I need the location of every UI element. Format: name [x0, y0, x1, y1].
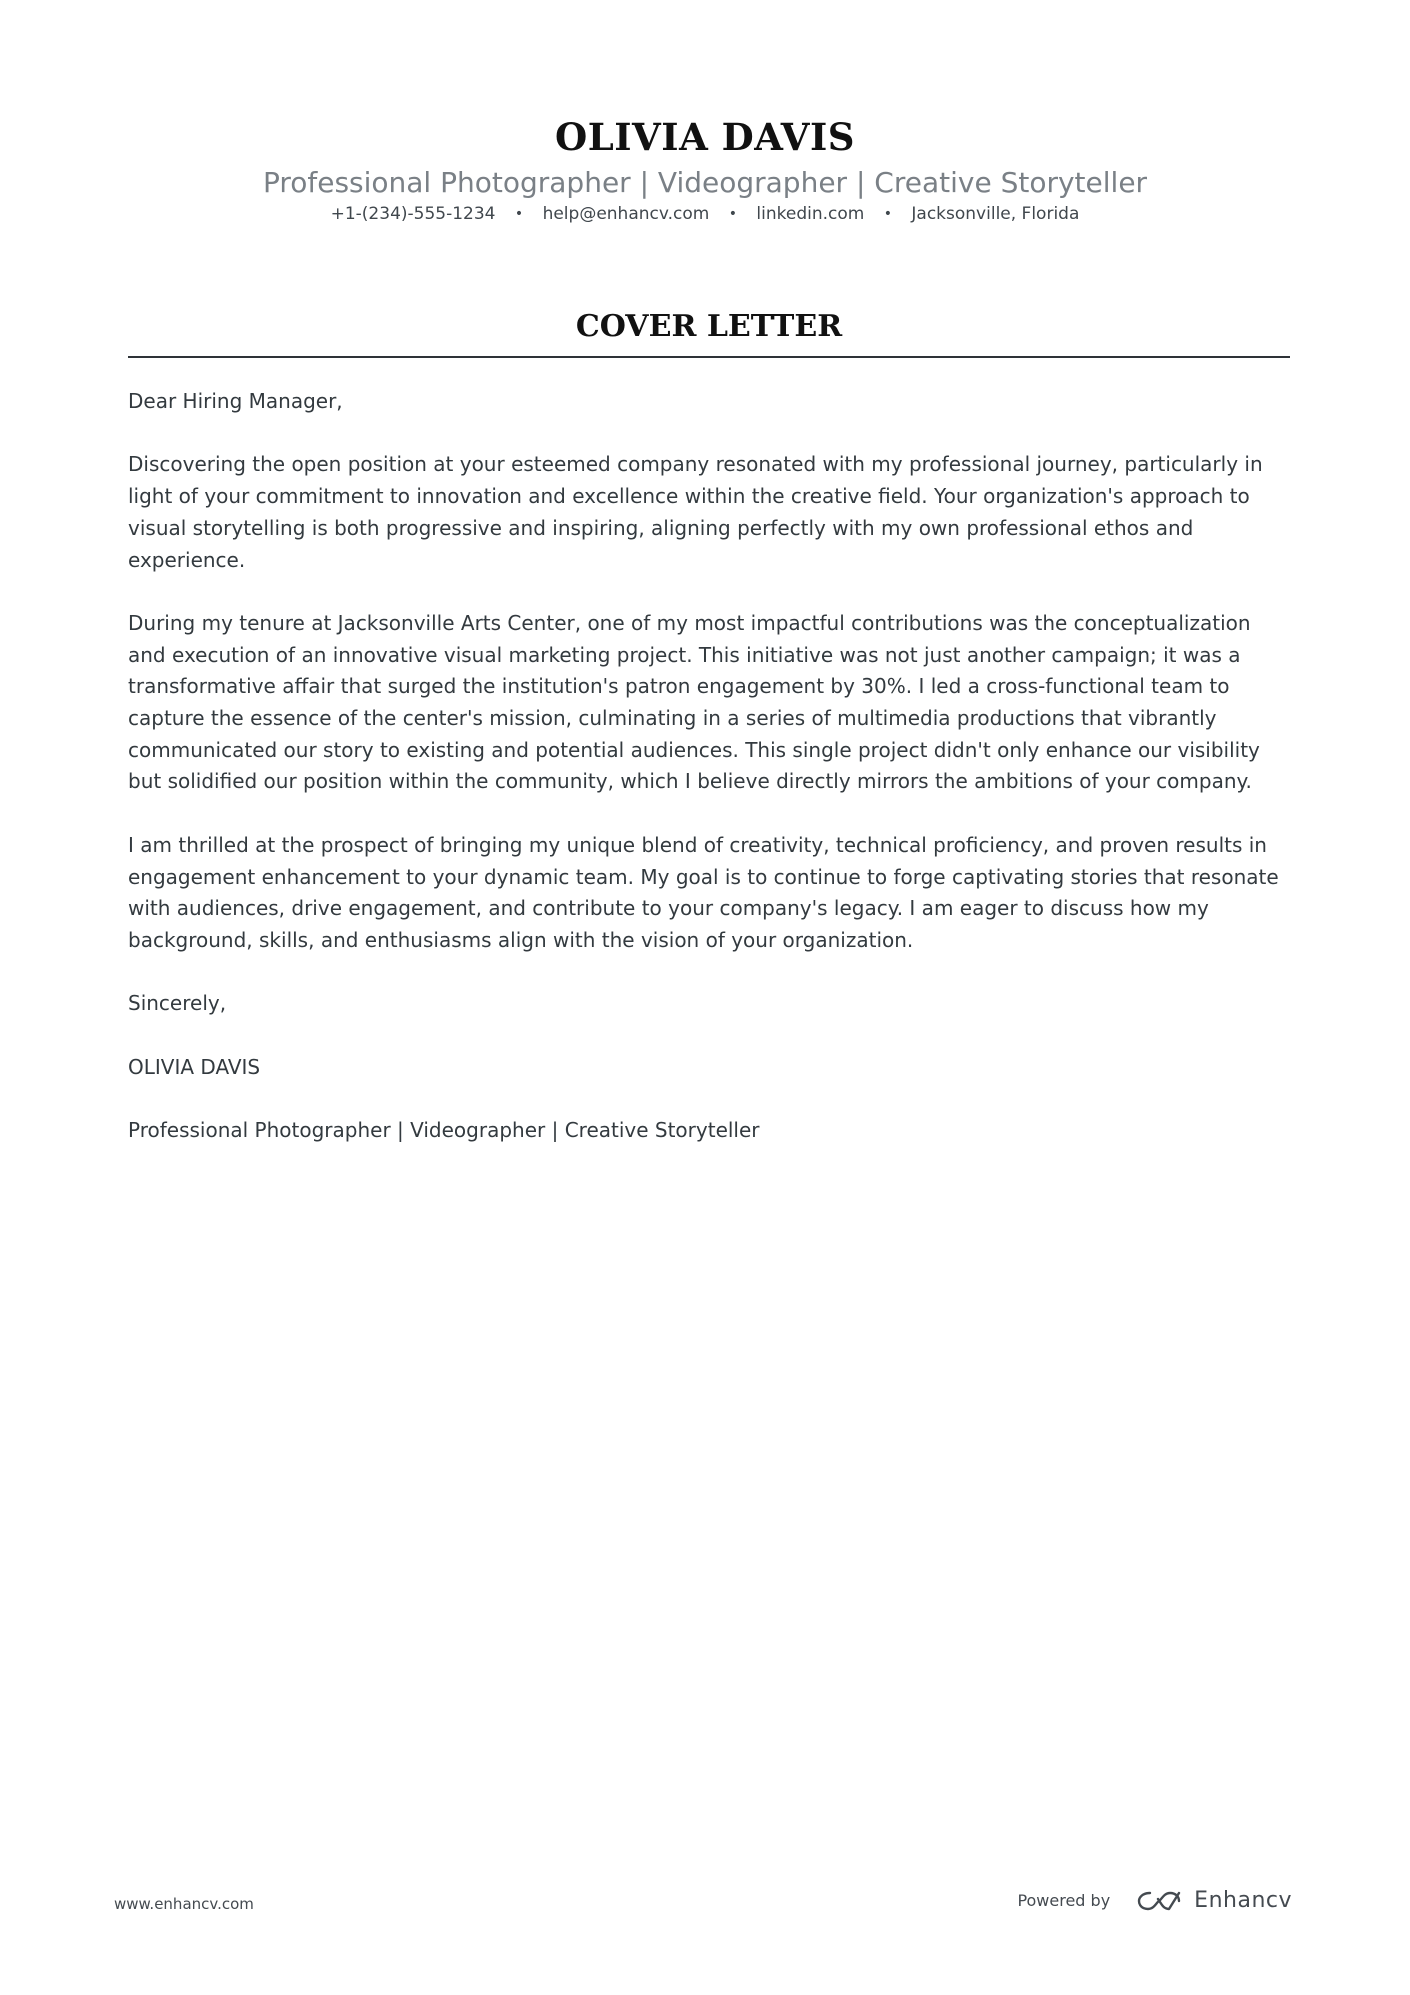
enhancv-logo-icon [1136, 1889, 1182, 1913]
powered-by-label: Powered by [1017, 1891, 1111, 1910]
letter-greeting: Dear Hiring Manager, [128, 389, 343, 413]
contact-email[interactable]: help@enhancv.com [542, 204, 710, 224]
contact-linkedin[interactable]: linkedin.com [756, 204, 865, 224]
applicant-title: Professional Photographer | Videographer | Creative Storyteller [262, 166, 1148, 199]
enhancv-brand-name: Enhancv [1194, 1888, 1292, 1913]
letter-body [128, 386, 1290, 1178]
contact-separator: • [514, 206, 524, 222]
contact-location: Jacksonville, Florida [911, 204, 1080, 224]
letter-header [0, 112, 1410, 227]
applicant-name: OLIVIA DAVIS [555, 115, 855, 159]
letter-closing: Sincerely, [128, 991, 227, 1016]
footer-branding[interactable] [1017, 1888, 1292, 1913]
letter-paragraph: I am thrilled at the prospect of bringing my unique blend of creativity, technical proficiency, and proven results in engagement enhancement to your dynamic team. My goal is to continue to forge captivating stories that resonate with audiences, drive engagement, and contribute to your company's legacy. I am eager to discuss how my background, skills, and enthusiasms align with the vision of your organization. [128, 832, 1279, 952]
footer-website[interactable]: www.enhancv.com [114, 1895, 254, 1913]
section-divider [128, 356, 1290, 358]
letter-paragraph: During my tenure at Jacksonville Arts Center, one of my most impactful contributions was the conceptualization and execution of an innovative visual marketing project. This initiative was not just another campaign; it was a transformative affair that surged the institution's patron engagement by 30%. I led a cross-functional team to capture the essence of the center's mission, culminating in a series of multimedia productions that vibrantly communicated our story to existing and potential audiences. This single project didn't only enhance our visibility but solidified our position within the community, which I believe directly mirrors the ambitions of your company. [128, 610, 1260, 794]
contact-line [0, 202, 1410, 227]
contact-phone: +1-(234)-555-1234 [330, 204, 496, 224]
section-heading: COVER LETTER [575, 309, 843, 344]
contact-separator: • [883, 206, 892, 222]
signature-title: Professional Photographer | Videographer | Creative Storyteller [128, 1118, 760, 1143]
letter-paragraph: Discovering the open position at your esteemed company resonated with my professional journey, particularly in light of your commitment to innovation and excellence within the creative field. Your organization's approach to visual storytelling is both progressive and inspiring, aligning perfectly with my own professional ethos and experience. [128, 452, 1263, 572]
contact-separator: • [728, 206, 737, 222]
signature-name: OLIVIA DAVIS [128, 1054, 261, 1079]
